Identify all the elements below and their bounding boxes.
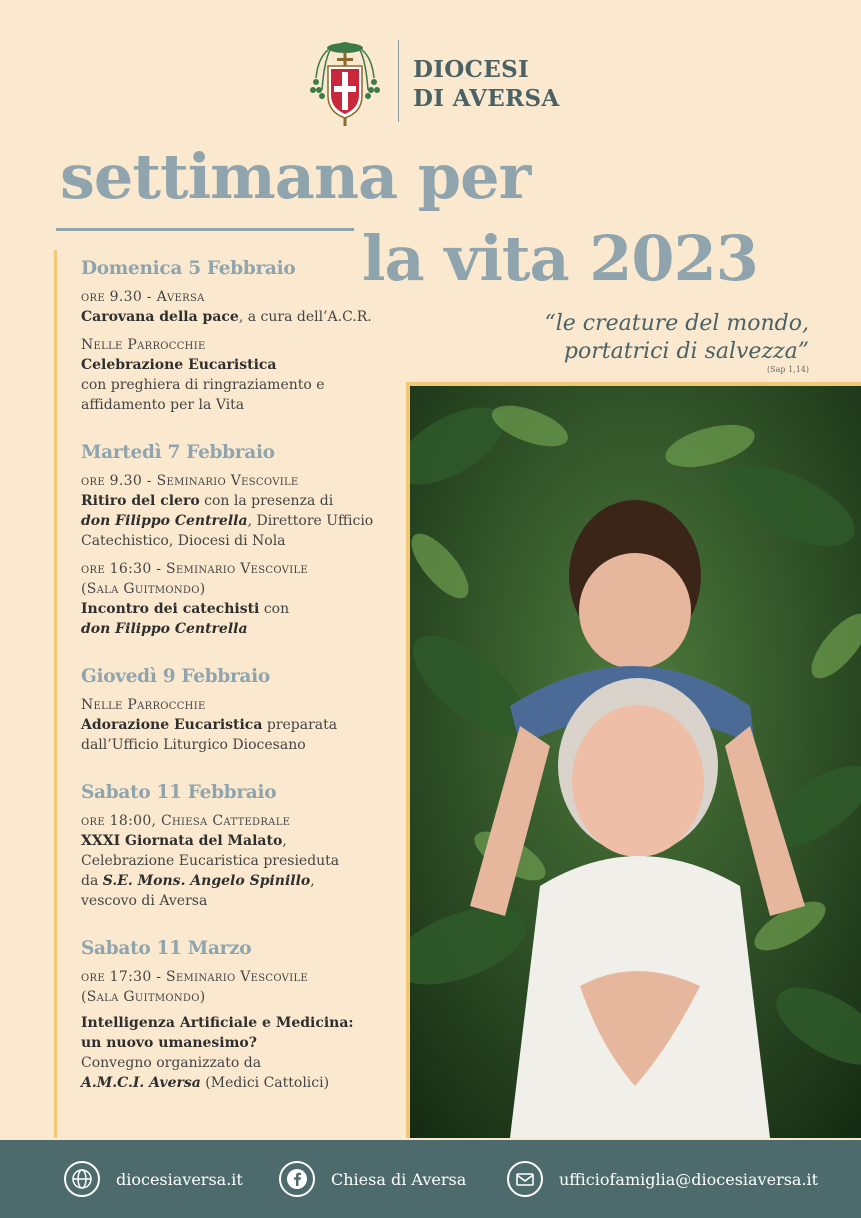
event-time-place: ore 17:30 - Seminario Vescovile bbox=[81, 969, 308, 985]
event-detail: , bbox=[282, 833, 287, 849]
email-text: ufficiofamiglia@diocesiaversa.it bbox=[559, 1169, 819, 1189]
event-detail: preparata bbox=[262, 717, 338, 733]
event-detail: con bbox=[259, 601, 290, 617]
event-time-place: ore 16:30 - Seminario Vescovile bbox=[81, 561, 308, 577]
program-day bbox=[81, 781, 401, 911]
event-time-place: ore 18:00, Chiesa Cattedrale bbox=[81, 813, 291, 829]
event-detail: , Direttore Ufficio bbox=[247, 513, 374, 529]
facebook-link[interactable] bbox=[279, 1140, 466, 1218]
day-title: Giovedì 9 Febbraio bbox=[81, 666, 270, 687]
facebook-icon bbox=[279, 1161, 315, 1197]
website-link[interactable] bbox=[64, 1140, 243, 1218]
day-title: Martedì 7 Febbraio bbox=[81, 442, 275, 463]
event-detail: (Medici Cattolici) bbox=[200, 1075, 330, 1091]
speaker-name: don Filippo Centrella bbox=[81, 621, 248, 637]
quote-reference: (Sap 1,14) bbox=[767, 365, 809, 374]
event bbox=[81, 287, 401, 327]
bible-quote bbox=[544, 310, 809, 366]
event-detail: da bbox=[81, 873, 103, 889]
event-time-place: ore 9.30 - Aversa bbox=[81, 289, 205, 305]
event-detail: Celebrazione Eucaristica presieduta bbox=[81, 853, 340, 869]
event bbox=[81, 811, 401, 911]
event-detail: vescovo di Aversa bbox=[81, 893, 208, 909]
event-title: Adorazione Eucaristica bbox=[81, 717, 263, 733]
program-day bbox=[81, 441, 401, 639]
event-detail: con preghiera di ringraziamento e bbox=[81, 377, 325, 393]
website-text: diocesiaversa.it bbox=[116, 1169, 243, 1189]
email-link[interactable] bbox=[507, 1140, 818, 1218]
event bbox=[81, 695, 401, 755]
event-title: Intelligenza Artificiale e Medicina: bbox=[81, 1015, 354, 1031]
diocese-name-line2: DI AVERSA bbox=[413, 85, 560, 112]
page-title-line1: settimana per bbox=[60, 140, 531, 213]
diocese-name-line1: DIOCESI bbox=[413, 56, 530, 83]
program-day bbox=[81, 257, 401, 415]
event-detail: Convegno organizzato da bbox=[81, 1055, 262, 1071]
globe-icon bbox=[64, 1161, 100, 1197]
event-room: (Sala Guitmondo) bbox=[81, 989, 206, 1005]
event-title: XXXI Giornata del Malato bbox=[81, 833, 283, 849]
program-accent-bar bbox=[54, 250, 57, 1138]
day-title: Domenica 5 Febbraio bbox=[81, 258, 296, 279]
event-title: Ritiro del clero bbox=[81, 493, 200, 509]
event-room: (Sala Guitmondo) bbox=[81, 581, 206, 597]
event-title: Incontro dei catechisti bbox=[81, 601, 260, 617]
event bbox=[81, 471, 401, 551]
event-detail: , a cura dell’A.C.R. bbox=[238, 309, 372, 325]
event-time-place: Nelle Parrocchie bbox=[81, 697, 206, 713]
event-title: un nuovo umanesimo? bbox=[81, 1035, 257, 1051]
day-title: Sabato 11 Febbraio bbox=[81, 782, 277, 803]
event-detail: dall’Ufficio Liturgico Diocesano bbox=[81, 737, 306, 753]
header-divider bbox=[398, 40, 399, 122]
grandmother-granddaughter-photo bbox=[410, 386, 861, 1138]
title-underline bbox=[56, 228, 354, 231]
diocese-coat-of-arms-logo bbox=[308, 38, 382, 128]
day-title: Sabato 11 Marzo bbox=[81, 938, 252, 959]
quote-line2: portatrici di salvezza” bbox=[563, 339, 809, 364]
event bbox=[81, 967, 401, 1093]
page-title-line2: la vita 2023 bbox=[362, 222, 758, 295]
event bbox=[81, 335, 401, 415]
speaker-name: don Filippo Centrella bbox=[81, 513, 248, 529]
event-title: Carovana della pace bbox=[81, 309, 239, 325]
event-detail: con la presenza di bbox=[199, 493, 334, 509]
mail-icon bbox=[507, 1161, 543, 1197]
organizer-name: A.M.C.I. Aversa bbox=[81, 1075, 201, 1091]
quote-line1: “le creature del mondo, bbox=[544, 311, 809, 336]
speaker-name: S.E. Mons. Angelo Spinillo bbox=[102, 873, 311, 889]
program-day bbox=[81, 937, 401, 1093]
event-time-place: ore 9.30 - Seminario Vescovile bbox=[81, 473, 299, 489]
event-detail: Catechistico, Diocesi di Nola bbox=[81, 533, 286, 549]
event-detail: affidamento per la Vita bbox=[81, 397, 245, 413]
facebook-text: Chiesa di Aversa bbox=[331, 1169, 467, 1189]
event-program bbox=[81, 257, 401, 1119]
event-title: Celebrazione Eucaristica bbox=[81, 357, 277, 373]
diocese-name bbox=[413, 55, 560, 113]
event-time-place: Nelle Parrocchie bbox=[81, 337, 206, 353]
event bbox=[81, 559, 401, 639]
program-day bbox=[81, 665, 401, 755]
contact-footer bbox=[0, 1140, 861, 1218]
event-detail: , bbox=[310, 873, 315, 889]
